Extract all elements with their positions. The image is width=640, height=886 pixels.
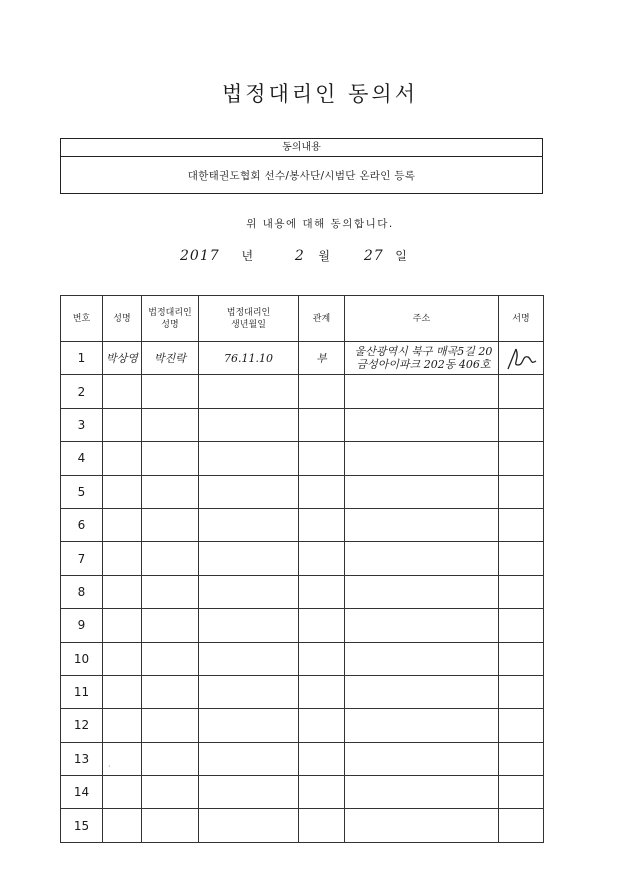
table-row [61, 408, 544, 441]
address [345, 776, 499, 809]
row-number: 15 [61, 809, 103, 842]
header-relation: 관계 [299, 296, 345, 342]
signature [499, 475, 544, 508]
signature [499, 342, 544, 375]
row-number: 11 [61, 675, 103, 708]
signature [499, 742, 544, 775]
address [345, 642, 499, 675]
relation [299, 776, 345, 809]
address [345, 508, 499, 541]
header-guardian-birthdate: 법정대리인 생년월일 [199, 296, 299, 342]
table-row [61, 442, 544, 475]
table-row [61, 675, 544, 708]
relation [299, 809, 345, 842]
date-month: 2 [294, 248, 305, 264]
guardian-name [142, 442, 199, 475]
guardian-birthdate [199, 408, 299, 441]
agreement-statement: 위 내용에 대해 동의합니다. [246, 218, 394, 230]
guardian-birthdate [199, 742, 299, 775]
guardian-table [60, 295, 544, 843]
header-address: 주소 [345, 296, 499, 342]
signature [499, 709, 544, 742]
address [345, 675, 499, 708]
relation [299, 742, 345, 775]
guardian-birthdate [199, 475, 299, 508]
player-name [103, 776, 142, 809]
guardian-name: 박진락 [142, 342, 199, 375]
row-number: 10 [61, 642, 103, 675]
player-name [103, 642, 142, 675]
guardian-birthdate [199, 442, 299, 475]
row-number: 1 [61, 342, 103, 375]
player-name [103, 442, 142, 475]
address [345, 742, 499, 775]
relation [299, 609, 345, 642]
relation [299, 475, 345, 508]
table-row [61, 609, 544, 642]
player-name [103, 375, 142, 408]
consent-content: 대한태권도협회 선수/봉사단/시범단 온라인 등록 [187, 170, 416, 182]
relation [299, 442, 345, 475]
guardian-name [142, 508, 199, 541]
header-name: 성명 [103, 296, 142, 342]
table-row [61, 742, 544, 775]
player-name [103, 809, 142, 842]
relation [299, 375, 345, 408]
address [345, 575, 499, 608]
signature [499, 575, 544, 608]
relation [299, 508, 345, 541]
guardian-name [142, 809, 199, 842]
date-day: 27 [363, 248, 384, 264]
guardian-name [142, 609, 199, 642]
signature [499, 408, 544, 441]
guardian-name [142, 776, 199, 809]
row-number: 12 [61, 709, 103, 742]
date-year-unit: 년 [241, 249, 255, 263]
row-number: 2 [61, 375, 103, 408]
header-signature: 서명 [499, 296, 544, 342]
row-number: 3 [61, 408, 103, 441]
signature [499, 776, 544, 809]
guardian-birthdate [199, 709, 299, 742]
row-number: 7 [61, 542, 103, 575]
guardian-birthdate [199, 675, 299, 708]
guardian-birthdate [199, 609, 299, 642]
guardian-birthdate: 76.11.10 [199, 342, 299, 375]
address [345, 609, 499, 642]
address [345, 709, 499, 742]
row-number: 5 [61, 475, 103, 508]
guardian-name [142, 408, 199, 441]
date-day-unit: 일 [395, 249, 408, 263]
consent-box [60, 138, 543, 194]
table-row [61, 375, 544, 408]
table-row [61, 575, 544, 608]
row-number: 6 [61, 508, 103, 541]
signature [499, 542, 544, 575]
table-row [61, 776, 544, 809]
table-row [61, 542, 544, 575]
player-name [103, 542, 142, 575]
header-guardian-name: 법정대리인 성명 [142, 296, 199, 342]
player-name: 박상영 [103, 342, 142, 375]
guardian-name [142, 575, 199, 608]
guardian-birthdate [199, 642, 299, 675]
guardian-name [142, 742, 199, 775]
signing-date [180, 247, 408, 264]
document-title: 법정대리인 동의서 [222, 82, 418, 106]
address [345, 408, 499, 441]
signature [499, 675, 544, 708]
address-line-1: 울산광역시 북구 매곡5길 20 [354, 345, 493, 359]
row-number: 13 [61, 742, 103, 775]
consent-header: 동의내용 [61, 139, 542, 157]
guardian-birthdate [199, 508, 299, 541]
guardian-name [142, 675, 199, 708]
row-number: 8 [61, 575, 103, 608]
table-row [61, 642, 544, 675]
table-row [61, 475, 544, 508]
header-number: 번호 [61, 296, 103, 342]
relation: 부 [299, 342, 345, 375]
player-name [103, 709, 142, 742]
table-header-row [61, 296, 544, 342]
guardian-birthdate [199, 575, 299, 608]
row-number: 14 [61, 776, 103, 809]
player-name [103, 675, 142, 708]
player-name [103, 408, 142, 441]
relation [299, 709, 345, 742]
address-line-2: 금성아이파크 202동 406호 [356, 358, 491, 372]
address [345, 442, 499, 475]
player-name [103, 475, 142, 508]
relation [299, 575, 345, 608]
signature [499, 442, 544, 475]
address [345, 542, 499, 575]
guardian-name [142, 475, 199, 508]
address [345, 375, 499, 408]
date-month-unit: 월 [318, 249, 331, 263]
table-row [61, 709, 544, 742]
signature [499, 609, 544, 642]
guardian-birthdate [199, 809, 299, 842]
address [345, 475, 499, 508]
guardian-name [142, 542, 199, 575]
handwritten-signature [504, 343, 538, 373]
guardian-name [142, 709, 199, 742]
guardian-name [142, 375, 199, 408]
table-row [61, 508, 544, 541]
table-row [61, 342, 544, 375]
player-name [103, 508, 142, 541]
guardian-birthdate [199, 375, 299, 408]
guardian-birthdate [199, 542, 299, 575]
guardian-name [142, 642, 199, 675]
signature [499, 809, 544, 842]
signature [499, 375, 544, 408]
player-name [103, 575, 142, 608]
address [345, 809, 499, 842]
row-number: 9 [61, 609, 103, 642]
signature [499, 642, 544, 675]
relation [299, 408, 345, 441]
guardian-birthdate [199, 776, 299, 809]
row-number: 4 [61, 442, 103, 475]
signature [499, 508, 544, 541]
table-row [61, 809, 544, 842]
address [345, 342, 499, 375]
date-year: 2017 [180, 248, 220, 264]
relation [299, 642, 345, 675]
relation [299, 675, 345, 708]
player-name [103, 609, 142, 642]
stray-mark: · [108, 762, 111, 771]
relation [299, 542, 345, 575]
